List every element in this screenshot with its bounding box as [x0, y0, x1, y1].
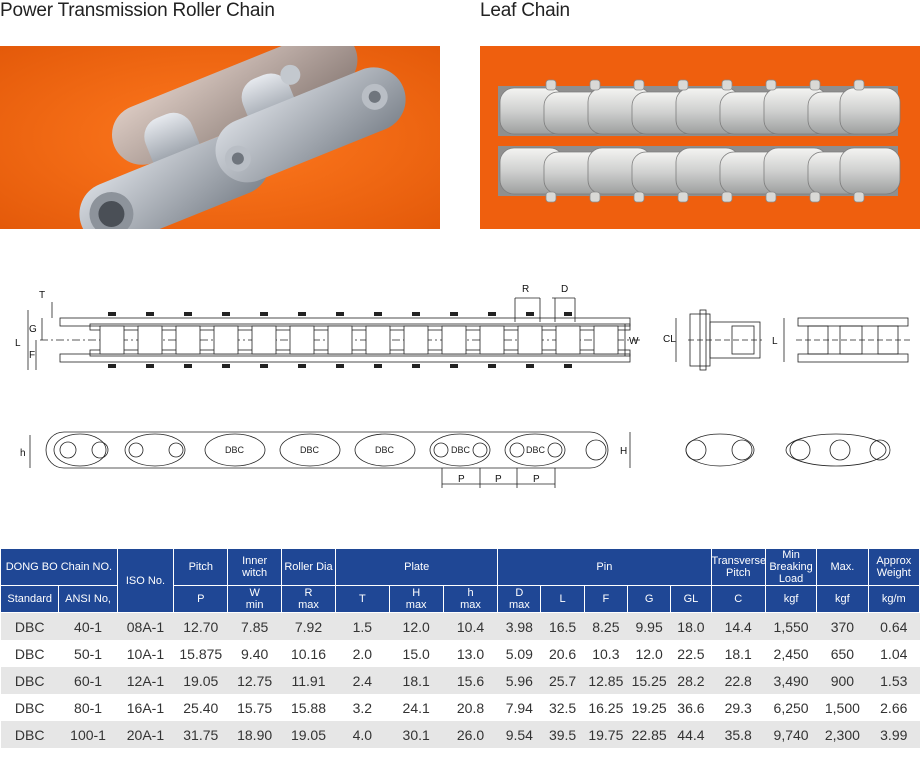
- table-cell: 1.5: [336, 613, 389, 641]
- table-cell: 5.09: [498, 640, 541, 667]
- subheader-w-min: W min: [228, 586, 281, 613]
- table-cell: 25.40: [174, 694, 228, 721]
- spec-table-body: [1, 613, 920, 749]
- table-cell: 1,550: [765, 613, 816, 641]
- table-cell: DBC: [1, 667, 59, 694]
- dim-label-f: F: [29, 350, 36, 361]
- table-cell: 1,500: [817, 694, 868, 721]
- table-cell: 7.85: [228, 613, 281, 641]
- table-cell: 12.70: [174, 613, 228, 641]
- dbc-plate-label-2: DBC: [300, 445, 320, 455]
- table-cell: 4.0: [336, 721, 389, 748]
- table-cell: DBC: [1, 721, 59, 748]
- subheader-kgf-min: kgf: [765, 586, 816, 613]
- table-cell: 8.25: [584, 613, 627, 641]
- table-cell: 12.75: [228, 667, 281, 694]
- table-cell: 15.875: [174, 640, 228, 667]
- leaf-chain-photo: [480, 46, 920, 229]
- table-cell: 20.8: [443, 694, 497, 721]
- header-standard: Standard: [1, 586, 59, 613]
- table-cell: 9.54: [498, 721, 541, 748]
- header-plate: Plate: [336, 549, 498, 586]
- header-iso: ISO No.: [117, 549, 173, 613]
- table-cell: 26.0: [443, 721, 497, 748]
- header-min-breaking-load: Min Breaking Load: [765, 549, 816, 586]
- subheader-kgf-max: kgf: [817, 586, 868, 613]
- table-cell: 12.0: [389, 613, 443, 641]
- header-dongbo: DONG BO Chain NO.: [1, 549, 118, 586]
- dim-label-r: R: [522, 284, 530, 295]
- table-cell: DBC: [1, 640, 59, 667]
- subheader-r-max: R max: [281, 586, 335, 613]
- table-cell: 18.1: [711, 640, 765, 667]
- table-cell: 10.3: [584, 640, 627, 667]
- table-cell: 24.1: [389, 694, 443, 721]
- table-cell: 3.2: [336, 694, 389, 721]
- table-cell: 50-1: [59, 640, 117, 667]
- table-cell: 10.16: [281, 640, 335, 667]
- table-cell: 9,740: [765, 721, 816, 748]
- table-cell: 18.1: [389, 667, 443, 694]
- table-cell: 08A-1: [117, 613, 173, 641]
- table-cell: 20A-1: [117, 721, 173, 748]
- subheader-d-max: D max: [498, 586, 541, 613]
- table-cell: 44.4: [671, 721, 711, 748]
- dbc-plate-label-1: DBC: [225, 445, 245, 455]
- table-cell: 22.5: [671, 640, 711, 667]
- table-cell: 15.0: [389, 640, 443, 667]
- dim-label-d: D: [561, 284, 569, 295]
- table-cell: 12A-1: [117, 667, 173, 694]
- subheader-p: P: [174, 586, 228, 613]
- dim-label-h-large: H: [620, 446, 628, 457]
- subheader-t: T: [336, 586, 389, 613]
- table-cell: 15.75: [228, 694, 281, 721]
- table-cell: 12.0: [628, 640, 671, 667]
- table-cell: 18.90: [228, 721, 281, 748]
- header-approx-weight: Approx Weight: [868, 549, 919, 586]
- table-cell: DBC: [1, 613, 59, 641]
- header-ansi: ANSI No,: [59, 586, 117, 613]
- header-roller-dia: Roller Dia: [281, 549, 335, 586]
- subheader-g: G: [628, 586, 671, 613]
- subheader-h-small-max: h max: [443, 586, 497, 613]
- chain-spec-table: [0, 548, 920, 748]
- table-cell: 11.91: [281, 667, 335, 694]
- table-cell: 9.95: [628, 613, 671, 641]
- dim-label-h-small: h: [20, 448, 26, 459]
- table-cell: 28.2: [671, 667, 711, 694]
- table-cell: 25.7: [541, 667, 584, 694]
- dbc-plate-label-3: DBC: [375, 445, 395, 455]
- table-cell: 650: [817, 640, 868, 667]
- dim-label-cl: CL: [663, 334, 676, 345]
- subheader-c: C: [711, 586, 765, 613]
- dim-label-p-2: P: [495, 474, 502, 485]
- table-cell: 15.88: [281, 694, 335, 721]
- table-cell: 14.4: [711, 613, 765, 641]
- header-transverse-pitch: Transverse Pitch: [711, 549, 765, 586]
- table-cell: 10.4: [443, 613, 497, 641]
- dim-label-w: W: [629, 336, 639, 347]
- header-pin: Pin: [498, 549, 711, 586]
- table-row: [1, 694, 920, 721]
- table-cell: 35.8: [711, 721, 765, 748]
- table-cell: 13.0: [443, 640, 497, 667]
- table-row: [1, 721, 920, 748]
- subheader-h-max: H max: [389, 586, 443, 613]
- table-cell: 1.53: [868, 667, 919, 694]
- table-cell: 31.75: [174, 721, 228, 748]
- dim-label-t: T: [39, 290, 46, 301]
- roller-chain-photo: [0, 46, 440, 229]
- table-cell: 100-1: [59, 721, 117, 748]
- table-cell: 3,490: [765, 667, 816, 694]
- table-cell: 2.0: [336, 640, 389, 667]
- table-cell: 5.96: [498, 667, 541, 694]
- dim-label-p-1: P: [458, 474, 465, 485]
- dim-label-p-3: P: [533, 474, 540, 485]
- table-cell: 0.64: [868, 613, 919, 641]
- table-cell: 3.99: [868, 721, 919, 748]
- table-cell: 7.92: [281, 613, 335, 641]
- roller-chain-caption: Power Transmission Roller Chain: [0, 0, 275, 21]
- table-cell: 80-1: [59, 694, 117, 721]
- table-cell: 30.1: [389, 721, 443, 748]
- table-cell: 2.66: [868, 694, 919, 721]
- table-cell: 36.6: [671, 694, 711, 721]
- header-pitch: Pitch: [174, 549, 228, 586]
- dbc-plate-label-5: DBC: [526, 445, 546, 455]
- subheader-gl: GL: [671, 586, 711, 613]
- header-inner-witch: Inner witch: [228, 549, 281, 586]
- table-row: [1, 640, 920, 667]
- table-cell: 3.98: [498, 613, 541, 641]
- table-row: [1, 667, 920, 694]
- table-cell: 22.8: [711, 667, 765, 694]
- table-cell: 20.6: [541, 640, 584, 667]
- table-row: [1, 613, 920, 641]
- table-cell: 6,250: [765, 694, 816, 721]
- table-cell: 18.0: [671, 613, 711, 641]
- table-cell: 16.25: [584, 694, 627, 721]
- table-cell: 60-1: [59, 667, 117, 694]
- table-cell: 2,300: [817, 721, 868, 748]
- table-cell: DBC: [1, 694, 59, 721]
- table-cell: 29.3: [711, 694, 765, 721]
- table-cell: 900: [817, 667, 868, 694]
- table-cell: 15.6: [443, 667, 497, 694]
- table-cell: 39.5: [541, 721, 584, 748]
- table-cell: 19.75: [584, 721, 627, 748]
- table-cell: 7.94: [498, 694, 541, 721]
- table-cell: 19.25: [628, 694, 671, 721]
- table-cell: 9.40: [228, 640, 281, 667]
- table-cell: 1.04: [868, 640, 919, 667]
- table-cell: 2,450: [765, 640, 816, 667]
- dim-label-g: G: [29, 324, 37, 335]
- table-cell: 370: [817, 613, 868, 641]
- table-cell: 12.85: [584, 667, 627, 694]
- dim-label-l: L: [15, 338, 21, 349]
- subheader-f: F: [584, 586, 627, 613]
- table-cell: 10A-1: [117, 640, 173, 667]
- dbc-plate-label-4: DBC: [451, 445, 471, 455]
- table-cell: 40-1: [59, 613, 117, 641]
- chain-side-view-drawing: [0, 420, 920, 495]
- table-cell: 19.05: [281, 721, 335, 748]
- table-cell: 19.05: [174, 667, 228, 694]
- table-cell: 15.25: [628, 667, 671, 694]
- table-cell: 22.85: [628, 721, 671, 748]
- subheader-kg-m: kg/m: [868, 586, 919, 613]
- chain-top-view-drawing: [0, 280, 920, 380]
- table-cell: 2.4: [336, 667, 389, 694]
- table-cell: 32.5: [541, 694, 584, 721]
- table-cell: 16.5: [541, 613, 584, 641]
- leaf-chain-caption: Leaf Chain: [480, 0, 570, 21]
- table-cell: 16A-1: [117, 694, 173, 721]
- dim-label-l-side: L: [772, 336, 778, 347]
- subheader-l: L: [541, 586, 584, 613]
- header-max: Max.: [817, 549, 868, 586]
